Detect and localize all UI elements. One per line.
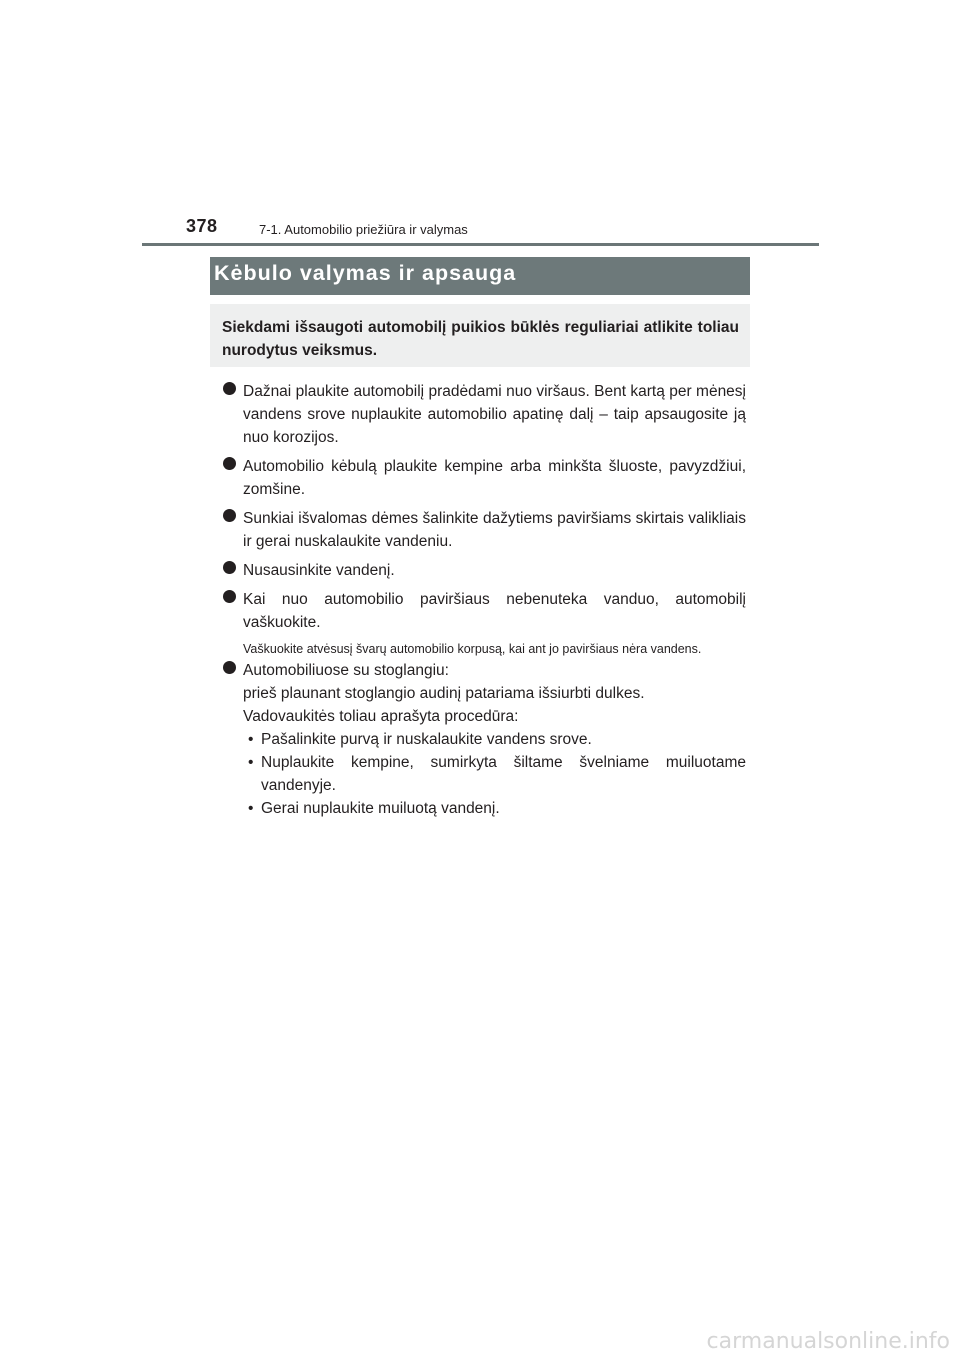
sunroof-line-1: Automobiliuose su stoglangiu: [243,662,449,679]
list-item [223,380,746,449]
sunroof-step-text: Nuplaukite kempine, sumirkyta šiltame švelniame muiluotame vandenyje. [261,754,746,794]
list-item-text: Sunkiai išvalomas dėmes šalinkite dažytiems paviršiams skirtais valikliais ir gerai nuskalaukite vandeniu. [243,510,746,550]
bullet-icon [223,382,236,395]
sunroof-steps [243,728,746,820]
list-item [223,559,746,582]
sunroof-step [243,797,746,820]
page-number: 378 [186,216,218,236]
intro-box [210,304,750,367]
header-rule [142,243,819,246]
list-item-text: Kai nuo automobilio paviršiaus nebenuteka vanduo, automobilį vaškuokite. [243,591,746,631]
watermark: carmanualsonline.info [706,1329,950,1354]
waxing-note: Vaškuokite atvėsusį švarų automobilio korpusą, kai ant jo paviršiaus nėra vandens. [243,642,702,656]
list-item-text: Dažnai plaukite automobilį pradėdami nuo viršaus. Bent kartą per mėnesį vandens srove nuplaukite automobilio apatinę dalį – taip apsaugosite ją nuo korozijos. [243,383,746,446]
section-title: Kėbulo valymas ir apsauga [210,257,750,295]
bullet-icon [223,457,236,470]
instruction-list [223,380,746,826]
dot-icon: • [248,800,254,817]
bullet-icon [223,509,236,522]
list-item-text: Nusausinkite vandenį. [243,562,395,579]
list-item-text: Automobilio kėbulą plaukite kempine arba minkšta šluoste, pavyzdžiui, zomšine. [243,458,746,498]
sunroof-line-2: prieš plaunant stoglangio audinį patariama išsiurbti dulkes. [243,685,645,702]
sunroof-step [243,728,746,751]
bullet-icon [223,590,236,603]
dot-icon: • [248,754,254,771]
sunroof-step-text: Gerai nuplaukite muiluotą vandenį. [261,800,500,817]
sunroof-step [243,751,746,797]
bullet-icon [223,661,236,674]
list-item-sunroof [223,659,746,820]
list-item [223,455,746,501]
sunroof-step-text: Pašalinkite purvą ir nuskalaukite vandens srove. [261,731,592,748]
sunroof-line-3: Vadovaukitės toliau aprašyta procedūra: [243,708,519,725]
chapter-title: 7-1. Automobilio priežiūra ir valymas [259,222,468,237]
dot-icon: • [248,731,254,748]
list-item [223,507,746,553]
list-item [223,588,746,634]
bullet-icon [223,561,236,574]
intro-text: Siekdami išsaugoti automobilį puikios būklės reguliariai atlikite toliau nurodytus veiksmus. [222,319,739,359]
